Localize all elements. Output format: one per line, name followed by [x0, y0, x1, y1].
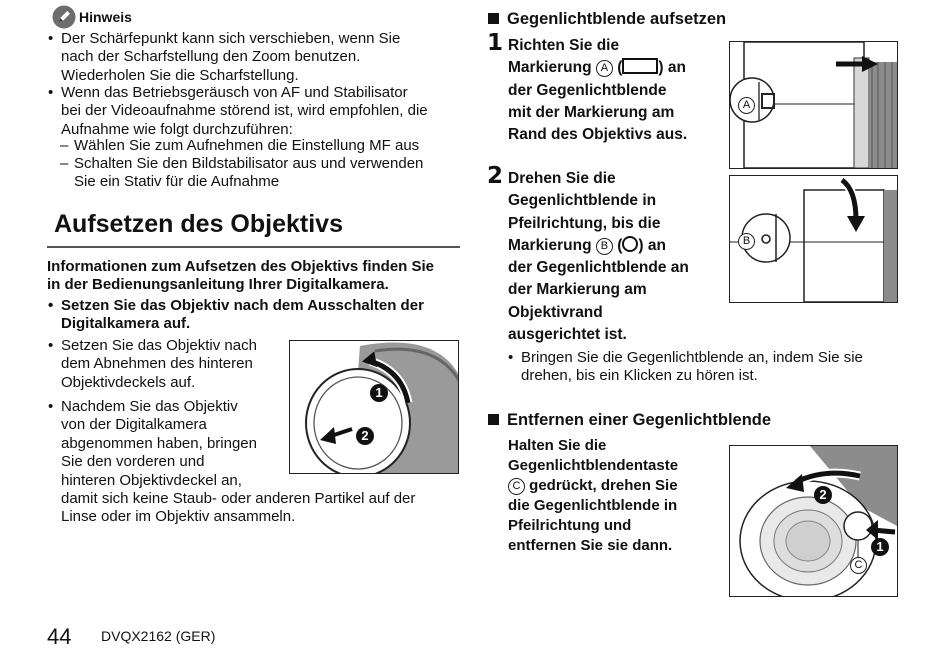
- fig-mark-a: A: [738, 97, 755, 114]
- callout-2-remove: 2: [814, 486, 832, 504]
- hood-remove-figure: [729, 445, 898, 597]
- mark-a-icon: A: [596, 60, 613, 77]
- section-rule: [47, 246, 460, 248]
- note-bullet-2: • Wenn das Betriebsgeräusch von AF und Stabilisator bei der Videoaufnahme störend ist, wird empfohlen, die Aufnahme wie folgt durchzuführen:: [48, 84, 428, 138]
- callout-1-remove: 1: [871, 538, 889, 556]
- section-bullet-3: • Nachdem Sie das Objektiv von der Digitalkamera abgenommen haben, bringen Sie den vorderen und hinteren Objektivdeckel an, damit sich keine Staub- oder anderen Partikel auf der Linse oder im Objektiv ansammeln.: [48, 398, 416, 526]
- page-number: 44: [47, 624, 72, 649]
- rectangle-mark-icon: [622, 58, 658, 74]
- hood-rotate-illustration: [730, 176, 897, 302]
- hood-align-illustration: [730, 42, 897, 168]
- step-2-bullet: • Bringen Sie die Gegenlichtblende an, indem Sie sie drehen, bis ein Klicken zu hören ist.: [508, 349, 863, 385]
- mark-c-icon: C: [508, 478, 525, 495]
- hood-remove-heading: Entfernen einer Gegenlichtblende: [488, 411, 771, 430]
- section-title: Aufsetzen des Objektivs: [54, 210, 343, 238]
- note-pencil-icon: [52, 5, 76, 29]
- step-2-text: Drehen Sie die Gegenlichtblende in Pfeilrichtung, bis die Markierung B ( ) an der Gegenlichtblende an der Markierung am Objektivrand ausgerichtet ist.: [508, 170, 689, 344]
- step-2-number: 2: [487, 163, 504, 189]
- section-bullet-1: • Setzen Sie das Objektiv nach dem Ausschalten der Digitalkamera auf.: [48, 297, 424, 333]
- note-dash-1: – Wählen Sie zum Aufnehmen die Einstellung MF aus: [60, 137, 420, 154]
- hood-attach-figure-1: [729, 41, 898, 169]
- heading-square-icon: [488, 13, 499, 24]
- note-title: Hinweis: [79, 9, 132, 25]
- lens-cap-figure: [289, 340, 459, 474]
- section-intro: Informationen zum Aufsetzen des Objektivs finden Sie in der Bedienungsanleitung Ihrer Digitalkamera.: [47, 258, 435, 294]
- note-dash-2: – Schalten Sie den Bildstabilisator aus und verwenden Sie ein Stativ für die Aufnahme: [60, 155, 424, 191]
- heading-square-icon: [488, 414, 499, 425]
- fig-mark-c: C: [850, 557, 867, 574]
- note-bullet-1: • Der Schärfepunkt kann sich verschieben, wenn Sie nach der Scharfstellung den Zoom benutzen. Wiederholen Sie die Scharfstellung.: [48, 30, 401, 84]
- step-1-number: 1: [487, 30, 504, 56]
- section-bullet-2: • Setzen Sie das Objektiv nach dem Abnehmen des hinteren Objektivdeckels auf.: [48, 337, 257, 391]
- hood-remove-illustration: [730, 446, 897, 596]
- document-code: DVQX2162 (GER): [101, 628, 216, 644]
- hood-attach-heading: Gegenlichtblende aufsetzen: [488, 10, 726, 29]
- mark-b-icon: B: [596, 238, 613, 255]
- callout-2: 2: [356, 427, 374, 445]
- hood-attach-figure-2: [729, 175, 898, 303]
- fig-mark-b: B: [738, 233, 755, 250]
- circle-mark-icon: [622, 236, 638, 252]
- step-1-text: Richten Sie die Markierung A ( ) an der Gegenlichtblende mit der Markierung am Rand des Objektivs aus.: [508, 37, 688, 144]
- hood-remove-text: Halten Sie die Gegenlichtblendentaste C gedrückt, drehen Sie die Gegenlichtblende in Pfeilrichtung und entfernen Sie sie dann.: [508, 437, 679, 554]
- callout-1: 1: [370, 384, 388, 402]
- lens-cap-illustration: [290, 341, 458, 473]
